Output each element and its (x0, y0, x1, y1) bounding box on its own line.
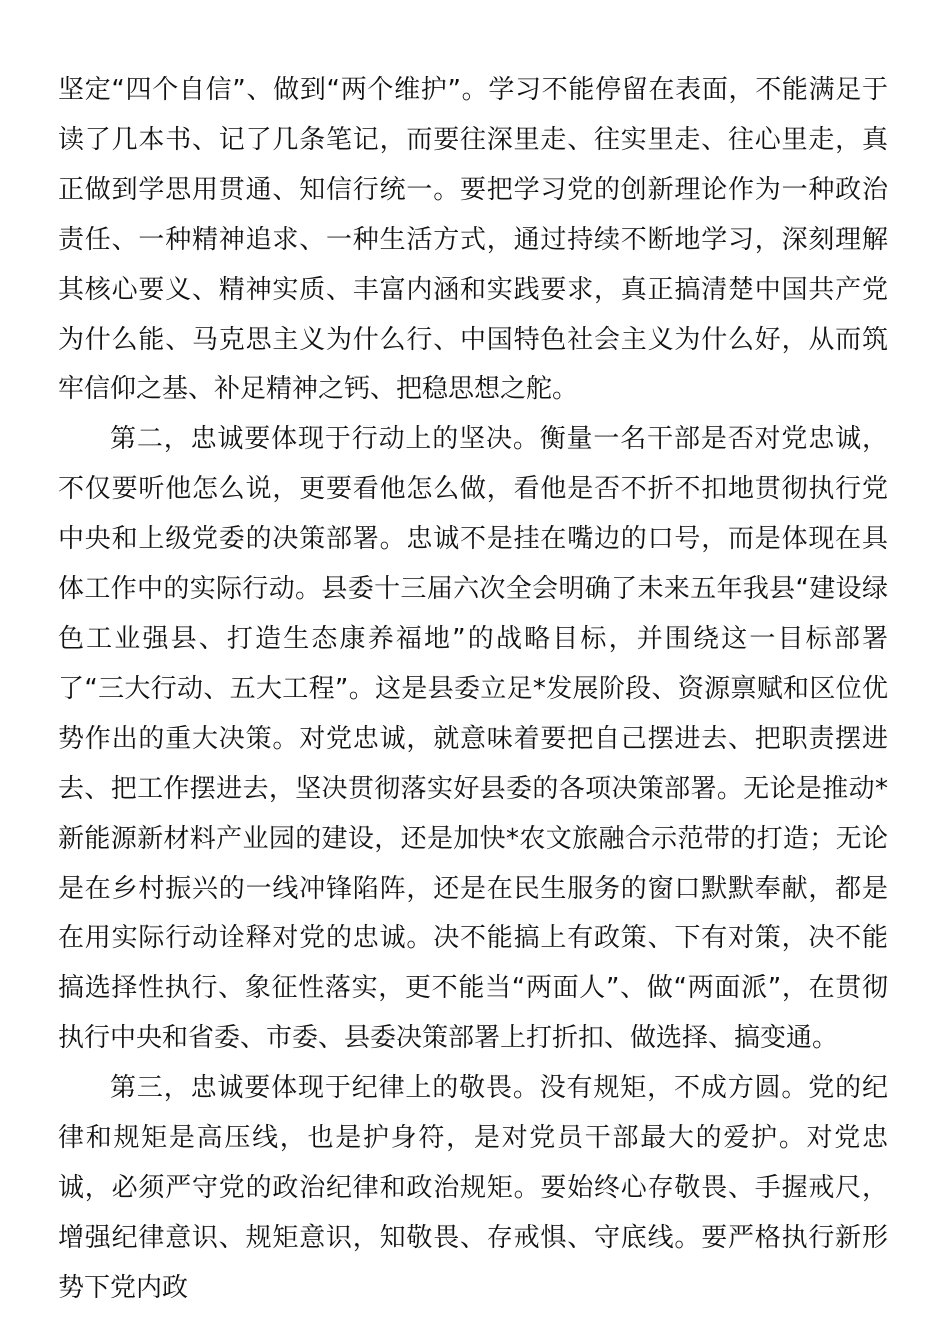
paragraph-3: 第三，忠诚要体现于纪律上的敬畏。没有规矩，不成方圆。党的纪律和规矩是高压线，也是护身符，是对党员干部最大的爱护。对党忠诚，必须严守党的政治纪律和政治规矩。要始终心存敬畏、手握戒尺，增强纪律意识、规矩意识，知敬畏、存戒惧、守底线。要严格执行新形势下党内政 (58, 1073, 888, 1303)
paragraph-2: 第二，忠诚要体现于行动上的坚决。衡量一名干部是否对党忠诚，不仅要听他怎么说，更要看他怎么做，看他是否不折不扣地贯彻执行党中央和上级党委的决策部署。忠诚不是挂在嘴边的口号，而是体现在具体工作中的实际行动。县委十三届六次全会明确了未来五年我县“建设绿色工业强县、打造生态康养福地”的战略目标，并围绕这一目标部署了“三大行动、五大工程”。这是县委立足*发展阶段、资源禀赋和区位优势作出的重大决策。对党忠诚，就意味着要把自己摆进去、把职责摆进去、把工作摆进去，坚决贯彻落实好县委的各项决策部署。无论是推动*新能源新材料产业园的建设，还是加快*农文旅融合示范带的打造；无论是在乡村振兴的一线冲锋陷阵，还是在民生服务的窗口默默奉献，都是在用实际行动诠释对党的忠诚。决不能搞上有政策、下有对策，决不能搞选择性执行、象征性落实，更不能当“两面人”、做“两面派”，在贯彻执行中央和省委、市委、县委决策部署上打折扣、做选择、搞变通。 (58, 424, 888, 1054)
document-page (58, 66, 888, 1314)
paragraph-1: 坚定“四个自信”、做到“两个维护”。学习不能停留在表面，不能满足于读了几本书、记了几条笔记，而要往深里走、往实里走、往心里走，真正做到学思用贯通、知信行统一。要把学习党的创新理论作为一种政治责任、一种精神追求、一种生活方式，通过持续不断地学习，深刻理解其核心要义、精神实质、丰富内涵和实践要求，真正搞清楚中国共产党为什么能、马克思主义为什么行、中国特色社会主义为什么好，从而筑牢信仰之基、补足精神之钙、把稳思想之舵。 (58, 75, 888, 405)
